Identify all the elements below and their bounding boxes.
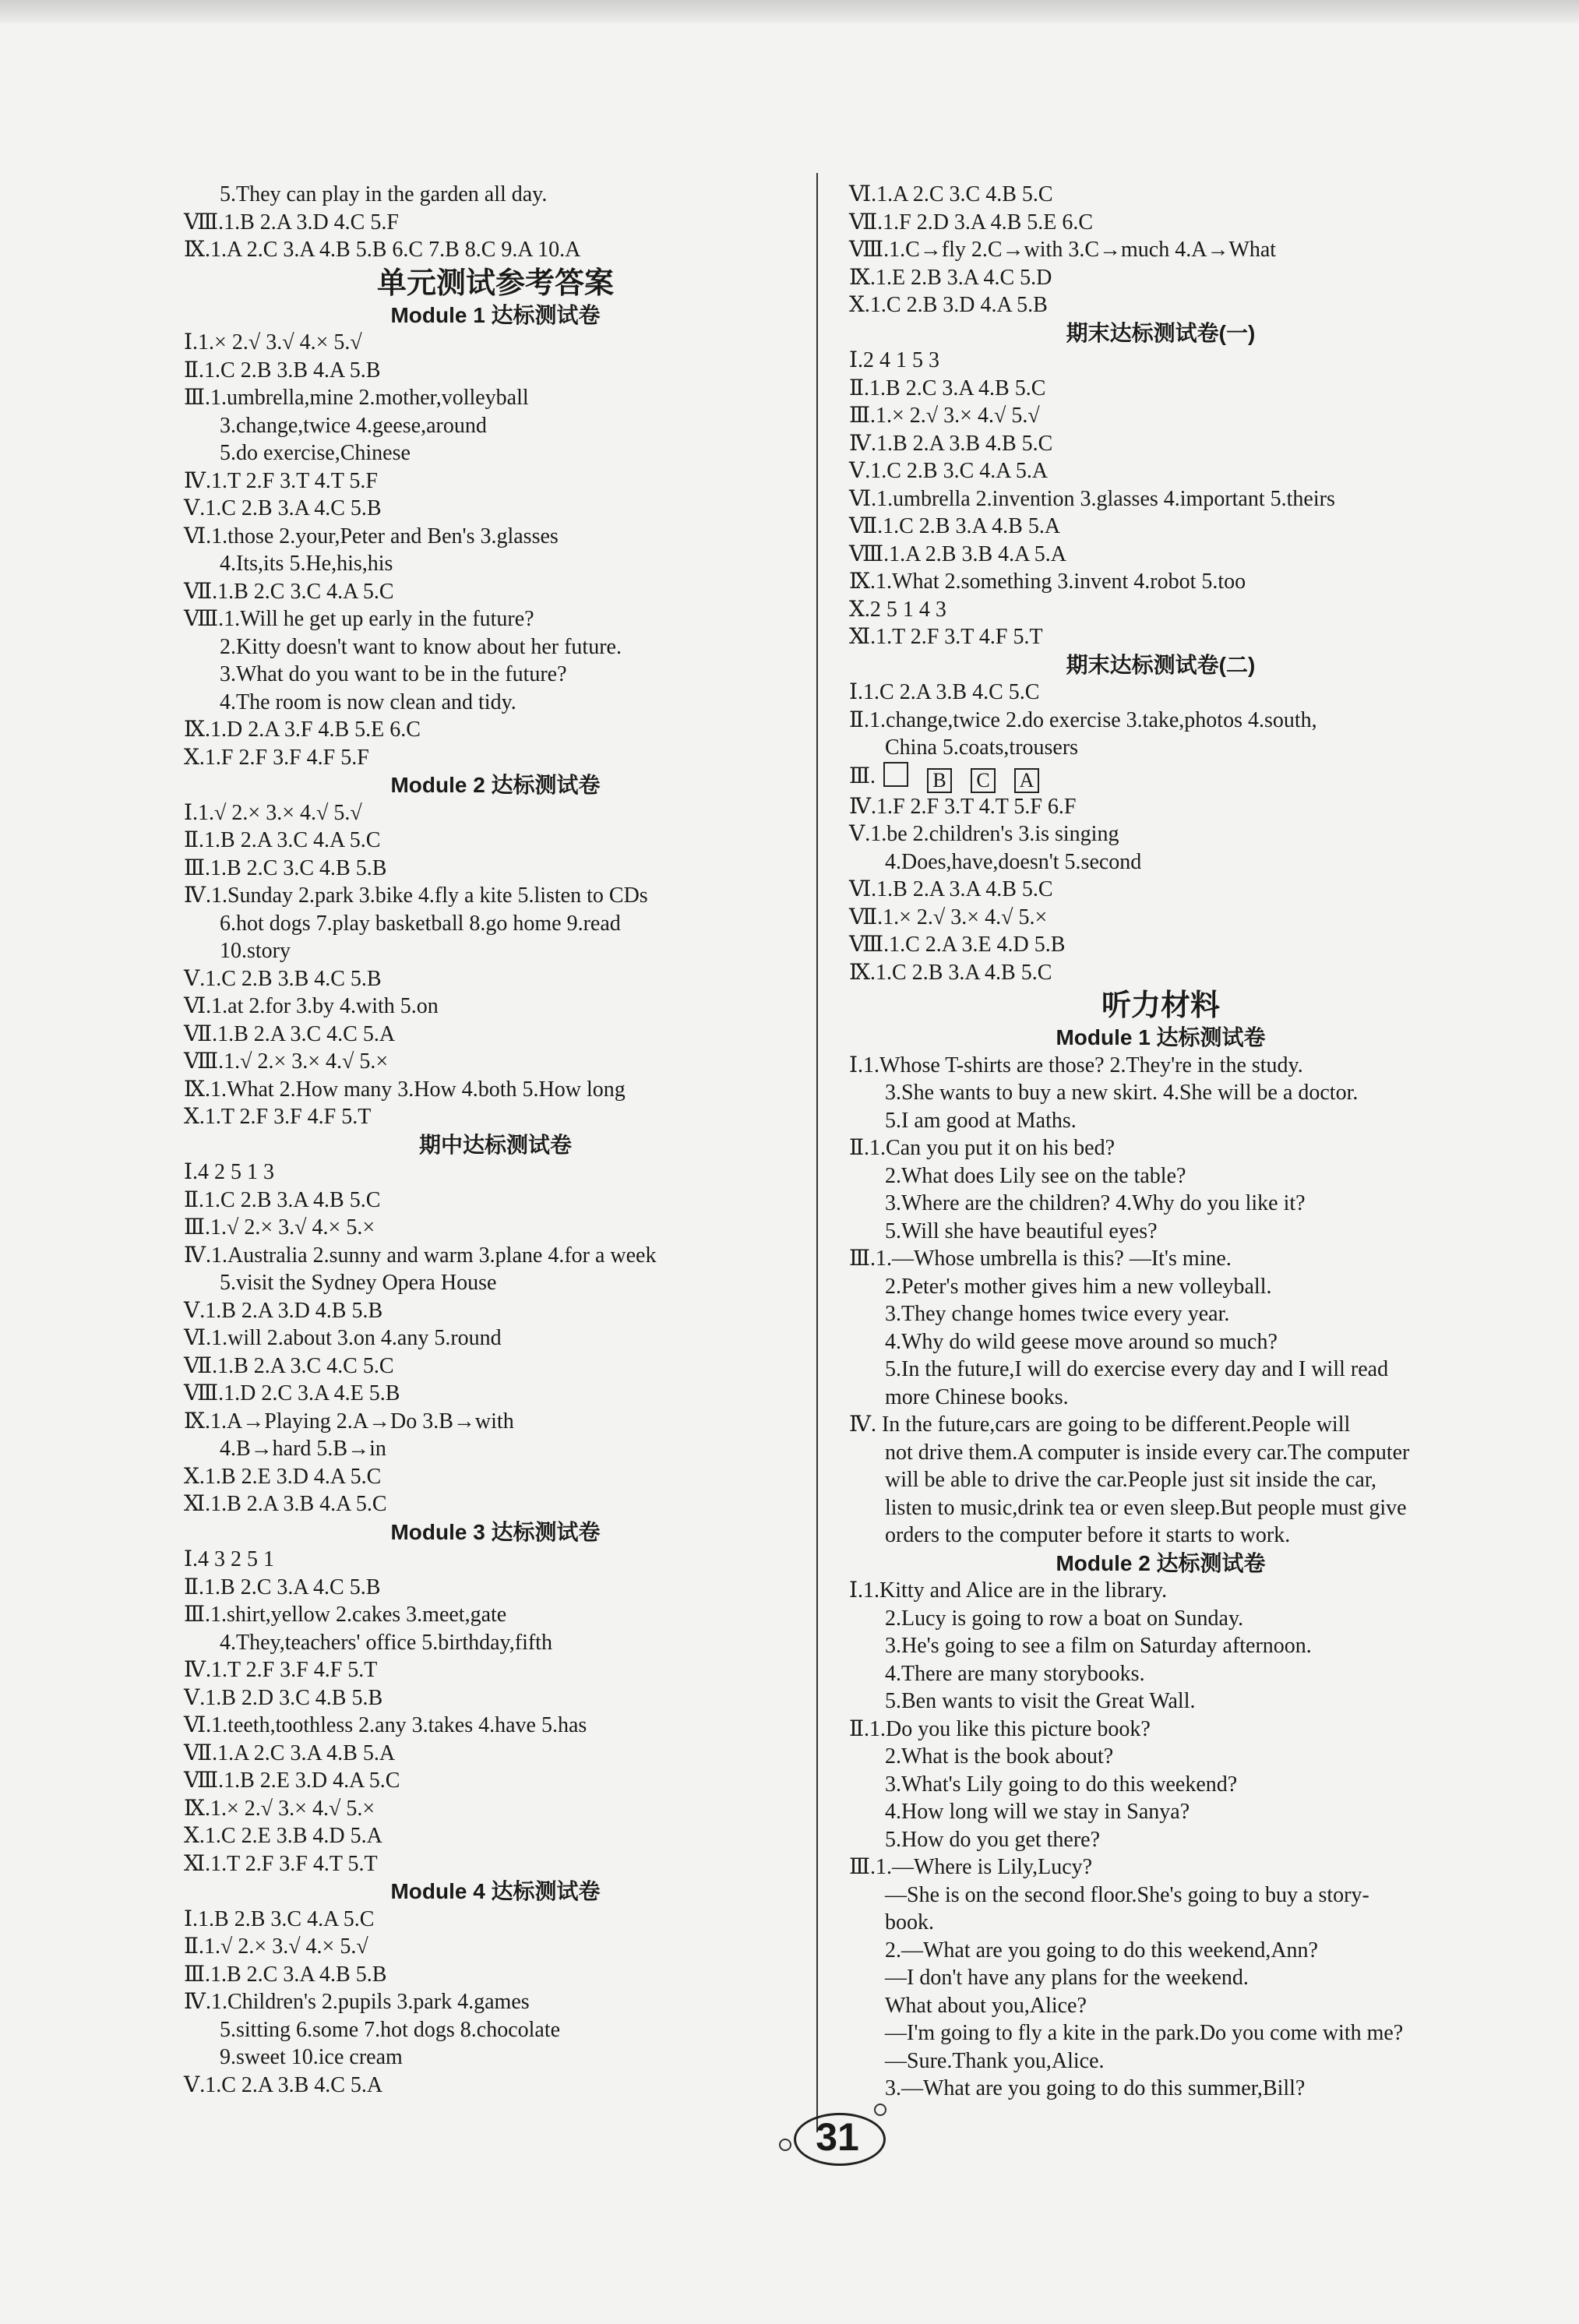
answer-line: Ⅰ.1.Whose T-shirts are those? 2.They're in the study. bbox=[849, 1053, 1303, 1077]
answer-line: 4.Its,its 5.He,his,his bbox=[220, 552, 393, 576]
answer-line: 3.What do you want to be in the future? bbox=[220, 662, 567, 686]
answer-line: 2.What does Lily see on the table? bbox=[885, 1163, 1186, 1188]
answer-line: 4.They,teachers' office 5.birthday,fifth bbox=[220, 1630, 552, 1655]
answer-line: Ⅶ.1.B 2.A 3.C 4.C 5.A bbox=[184, 1021, 396, 1046]
answer-line: Ⅲ.1.B 2.C 3.A 4.B 5.B bbox=[184, 1962, 387, 1987]
answer-line: Ⅵ.1.B 2.A 3.A 4.B 5.C bbox=[849, 877, 1053, 901]
answer-line: —She is on the second floor.She's going to buy a story- bbox=[885, 1882, 1369, 1907]
answer-line: Ⅲ.1.B 2.C 3.C 4.B 5.B bbox=[184, 855, 387, 880]
left-column bbox=[184, 181, 807, 2099]
decor-circle-left bbox=[779, 2139, 791, 2151]
answer-line: 5.Ben wants to visit the Great Wall. bbox=[885, 1689, 1196, 1713]
answer-line: Ⅰ.1.B 2.B 3.C 4.A 5.C bbox=[184, 1906, 375, 1931]
answer-line: Ⅳ.1.B 2.A 3.B 4.B 5.C bbox=[849, 431, 1053, 456]
answer-line: Ⅲ.1.√ 2.× 3.√ 4.× 5.× bbox=[184, 1215, 375, 1240]
answer-line: Ⅹ.1.B 2.E 3.D 4.A 5.C bbox=[184, 1464, 382, 1489]
answer-line: Ⅸ.1.What 2.something 3.invent 4.robot 5.too bbox=[849, 570, 1246, 594]
answer-line: —I don't have any plans for the weekend. bbox=[885, 1966, 1249, 1990]
answer-line: Ⅱ.1.change,twice 2.do exercise 3.take,photos 4.south, bbox=[849, 707, 1317, 732]
answer-line: listen to music,drink tea or even sleep.But people must give bbox=[885, 1495, 1407, 1520]
answer-line: Ⅷ.1.D 2.C 3.A 4.E 5.B bbox=[184, 1381, 400, 1405]
answer-line: 3.What's Lily going to do this weekend? bbox=[885, 1772, 1238, 1797]
answer-line: Ⅸ.1.C 2.B 3.A 4.B 5.C bbox=[849, 960, 1052, 985]
answer-line: Ⅴ.1.C 2.B 3.B 4.C 5.B bbox=[184, 966, 382, 991]
answer-line: Ⅲ.1.—Where is Lily,Lucy? bbox=[849, 1855, 1093, 1879]
answer-line: Ⅰ.1.C 2.A 3.B 4.C 5.C bbox=[849, 680, 1040, 704]
column-divider bbox=[816, 173, 818, 2132]
answer-line: 6.hot dogs 7.play basketball 8.go home 9.read bbox=[220, 911, 621, 936]
answer-line: Ⅶ.1.A 2.C 3.A 4.B 5.A bbox=[184, 1740, 396, 1765]
answer-line: Ⅳ.1.F 2.F 3.T 4.T 5.F 6.F bbox=[849, 794, 1077, 819]
answer-line: Ⅲ.1.umbrella,mine 2.mother,volleyball bbox=[184, 386, 529, 410]
answer-line: 3.—What are you going to do this summer,Bill? bbox=[885, 2076, 1306, 2100]
answer-line: Ⅳ.1.Children's 2.pupils 3.park 4.games bbox=[184, 1990, 530, 2014]
answer-line: Ⅴ.1.C 2.B 3.A 4.C 5.B bbox=[184, 496, 382, 520]
answer-box-row-label: Ⅲ. bbox=[849, 763, 876, 788]
answer-line: Ⅱ.1.B 2.C 3.A 4.C 5.B bbox=[184, 1575, 381, 1599]
answer-line: 2.Peter's mother gives him a new volleyball. bbox=[885, 1274, 1272, 1299]
answer-line: Ⅹ.1.F 2.F 3.F 4.F 5.F bbox=[184, 745, 369, 770]
answer-line: Ⅸ.1.A→Playing 2.A→Do 3.B→with bbox=[184, 1409, 514, 1434]
answer-line: Ⅲ.1.shirt,yellow 2.cakes 3.meet,gate bbox=[184, 1603, 507, 1627]
answer-line: 2.Lucy is going to row a boat on Sunday. bbox=[885, 1606, 1244, 1631]
answer-line: Ⅸ.1.What 2.How many 3.How 4.both 5.How long bbox=[184, 1077, 626, 1102]
answer-line: Ⅵ.1.teeth,toothless 2.any 3.takes 4.have 5.has bbox=[184, 1713, 587, 1737]
answer-line: Ⅷ.1.Will he get up early in the future? bbox=[184, 607, 534, 631]
answer-line: book. bbox=[885, 1910, 934, 1934]
section-heading: Module 2 达标测试卷 bbox=[390, 773, 601, 797]
answer-line: Ⅳ.1.Sunday 2.park 3.bike 4.fly a kite 5.listen to CDs bbox=[184, 883, 648, 908]
answer-line: 9.sweet 10.ice cream bbox=[220, 2045, 403, 2069]
answer-line: Ⅰ.2 4 1 5 3 bbox=[849, 348, 940, 372]
answer-line: 3.They change homes twice every year. bbox=[885, 1302, 1230, 1326]
answer-box: A bbox=[1014, 768, 1039, 793]
section-title: 听力材料 bbox=[1101, 988, 1220, 1022]
answer-line: 4.Why do wild geese move around so much? bbox=[885, 1329, 1278, 1354]
answer-line: Ⅴ.1.C 2.A 3.B 4.C 5.A bbox=[184, 2072, 383, 2097]
answer-line: Ⅵ.1.umbrella 2.invention 3.glasses 4.important 5.theirs bbox=[849, 486, 1335, 511]
answer-line: 5.do exercise,Chinese bbox=[220, 441, 411, 465]
answer-line: Ⅱ.1.Do you like this picture book? bbox=[849, 1716, 1151, 1741]
answer-line: Ⅸ.1.D 2.A 3.F 4.B 5.E 6.C bbox=[184, 718, 421, 742]
page-number-text: 31 bbox=[816, 2115, 859, 2159]
section-heading: 期中达标测试卷 bbox=[418, 1132, 572, 1157]
answer-line: Ⅴ.1.be 2.children's 3.is singing bbox=[849, 822, 1119, 846]
answer-line: 2.What is the book about? bbox=[885, 1744, 1114, 1769]
answer-line: Ⅷ.1.√ 2.× 3.× 4.√ 5.× bbox=[184, 1049, 389, 1074]
answer-line: Ⅰ.4 2 5 1 3 bbox=[184, 1160, 275, 1184]
answer-line: Ⅶ.1.B 2.A 3.C 4.C 5.C bbox=[184, 1353, 394, 1378]
answer-line: Ⅷ.1.B 2.E 3.D 4.A 5.C bbox=[184, 1769, 400, 1793]
answer-line: Ⅶ.1.× 2.√ 3.× 4.√ 5.× bbox=[849, 905, 1048, 929]
answer-line: Ⅸ.1.× 2.√ 3.× 4.√ 5.× bbox=[184, 1796, 375, 1821]
section-heading: 期末达标测试卷(二) bbox=[1066, 652, 1256, 677]
answer-line: not drive them.A computer is inside every car.The computer bbox=[885, 1440, 1410, 1465]
answer-line: Ⅲ.1.—Whose umbrella is this? —It's mine. bbox=[849, 1247, 1232, 1271]
answer-box bbox=[883, 762, 908, 787]
answer-line: China 5.coats,trousers bbox=[885, 735, 1079, 760]
answer-box: C bbox=[971, 768, 996, 793]
answer-line: 2.Kitty doesn't want to know about her future. bbox=[220, 634, 622, 659]
right-column bbox=[849, 181, 1472, 2103]
answer-line: Ⅵ.1.will 2.about 3.on 4.any 5.round bbox=[184, 1326, 502, 1350]
answer-line: Ⅰ.1.√ 2.× 3.× 4.√ 5.√ bbox=[184, 800, 362, 825]
answer-line: 3.change,twice 4.geese,around bbox=[220, 413, 487, 438]
answer-line: Ⅷ.1.A 2.B 3.B 4.A 5.A bbox=[849, 541, 1067, 566]
answer-line: 4.There are many storybooks. bbox=[885, 1661, 1145, 1686]
answer-line: 5.sitting 6.some 7.hot dogs 8.chocolate bbox=[220, 2017, 561, 2042]
answer-line: Ⅷ.1.C 2.A 3.E 4.D 5.B bbox=[849, 933, 1066, 957]
answer-line: Ⅶ.1.B 2.C 3.C 4.A 5.C bbox=[184, 579, 394, 604]
answer-line: 3.Where are the children? 4.Why do you like it? bbox=[885, 1191, 1306, 1215]
answer-line: Ⅳ.1.Australia 2.sunny and warm 3.plane 4.for a week bbox=[184, 1243, 657, 1268]
answer-line: Ⅸ.1.A 2.C 3.A 4.B 5.B 6.C 7.B 8.C 9.A 10.A bbox=[184, 238, 581, 262]
answer-line: Ⅹ.1.T 2.F 3.F 4.F 5.T bbox=[184, 1105, 372, 1129]
answer-line: Ⅰ.1.× 2.√ 3.√ 4.× 5.√ bbox=[184, 330, 362, 354]
answer-line: Ⅶ.1.C 2.B 3.A 4.B 5.A bbox=[849, 514, 1061, 538]
answer-line: Ⅳ.1.T 2.F 3.F 4.F 5.T bbox=[184, 1658, 378, 1682]
answer-line: Ⅵ.1.at 2.for 3.by 4.with 5.on bbox=[184, 994, 439, 1018]
answer-line: Ⅷ.1.C→fly 2.C→with 3.C→much 4.A→What bbox=[849, 238, 1277, 262]
answer-line: Ⅸ.1.E 2.B 3.A 4.C 5.D bbox=[849, 265, 1052, 290]
answer-line: Ⅶ.1.F 2.D 3.A 4.B 5.E 6.C bbox=[849, 210, 1094, 235]
answer-line: Ⅱ.1.B 2.A 3.C 4.A 5.C bbox=[184, 828, 381, 852]
answer-line: 3.He's going to see a film on Saturday afternoon. bbox=[885, 1634, 1312, 1658]
answer-line: Ⅷ.1.B 2.A 3.D 4.C 5.F bbox=[184, 210, 399, 235]
answer-line: What about you,Alice? bbox=[885, 1993, 1087, 2018]
answer-line: Ⅺ.1.T 2.F 3.F 4.T 5.T bbox=[184, 1851, 378, 1876]
answer-line: Ⅳ.1.T 2.F 3.T 4.T 5.F bbox=[184, 468, 378, 493]
scan-top-band bbox=[0, 0, 1579, 23]
answer-line: 4.The room is now clean and tidy. bbox=[220, 689, 516, 714]
section-heading: Module 1 达标测试卷 bbox=[1056, 1025, 1266, 1049]
answer-line: —Sure.Thank you,Alice. bbox=[885, 2048, 1105, 2073]
answer-line: 4.How long will we stay in Sanya? bbox=[885, 1800, 1190, 1824]
answer-line: orders to the computer before it starts to work. bbox=[885, 1523, 1291, 1547]
answer-line: Ⅱ.1.C 2.B 3.B 4.A 5.B bbox=[184, 358, 381, 383]
section-heading: Module 1 达标测试卷 bbox=[390, 302, 601, 327]
answer-line: 4.Does,have,doesn't 5.second bbox=[885, 849, 1142, 874]
answer-line: 5.They can play in the garden all day. bbox=[220, 182, 548, 206]
answer-line: 5.In the future,I will do exercise every day and I will read bbox=[885, 1357, 1389, 1381]
answer-line: Ⅰ.1.Kitty and Alice are in the library. bbox=[849, 1578, 1168, 1603]
answer-line: 5.visit the Sydney Opera House bbox=[220, 1271, 497, 1295]
answer-line: 10.story bbox=[220, 939, 291, 963]
answer-line: 5.How do you get there? bbox=[885, 1827, 1101, 1852]
answer-line: Ⅹ.1.C 2.E 3.B 4.D 5.A bbox=[184, 1824, 382, 1848]
answer-line: Ⅹ.2 5 1 4 3 bbox=[849, 597, 946, 622]
answer-line: Ⅲ.1.× 2.√ 3.× 4.√ 5.√ bbox=[849, 404, 1040, 428]
answer-line: Ⅴ.1.B 2.D 3.C 4.B 5.B bbox=[184, 1685, 383, 1710]
answer-line: 3.She wants to buy a new skirt. 4.She will be a doctor. bbox=[885, 1081, 1359, 1105]
section-heading: Module 4 达标测试卷 bbox=[390, 1879, 601, 1903]
answer-line: will be able to drive the car.People just sit inside the car, bbox=[885, 1468, 1377, 1492]
answer-line: Ⅱ.1.√ 2.× 3.√ 4.× 5.√ bbox=[184, 1934, 368, 1959]
section-heading: 期末达标测试卷(一) bbox=[1066, 320, 1256, 345]
answer-line: more Chinese books. bbox=[885, 1384, 1069, 1409]
answer-box-row bbox=[849, 762, 1472, 793]
answer-line: Ⅰ.4 3 2 5 1 bbox=[184, 1547, 275, 1571]
answer-box: B bbox=[927, 768, 952, 793]
answer-line: Ⅱ.1.B 2.C 3.A 4.B 5.C bbox=[849, 376, 1046, 400]
answer-line: Ⅱ.1.C 2.B 3.A 4.B 5.C bbox=[184, 1187, 381, 1212]
answer-line: Ⅵ.1.those 2.your,Peter and Ben's 3.glasses bbox=[184, 524, 559, 548]
decor-circle-right bbox=[874, 2104, 886, 2116]
section-title: 单元测试参考答案 bbox=[376, 265, 614, 300]
answer-line: 4.B→hard 5.B→in bbox=[220, 1437, 386, 1461]
answer-line: 5.I am good at Maths. bbox=[885, 1108, 1077, 1133]
section-heading: Module 2 达标测试卷 bbox=[1056, 1550, 1266, 1575]
answer-line: Ⅺ.1.T 2.F 3.T 4.F 5.T bbox=[849, 625, 1043, 649]
answer-line: 2.—What are you going to do this weekend,Ann? bbox=[885, 1938, 1318, 1963]
answer-line: Ⅴ.1.C 2.B 3.C 4.A 5.A bbox=[849, 459, 1049, 483]
answer-line: Ⅱ.1.Can you put it on his bed? bbox=[849, 1136, 1116, 1160]
answer-line: Ⅹ.1.C 2.B 3.D 4.A 5.B bbox=[849, 293, 1048, 317]
section-heading: Module 3 达标测试卷 bbox=[390, 1519, 601, 1544]
answer-line: 5.Will she have beautiful eyes? bbox=[885, 1218, 1158, 1243]
answer-line: Ⅴ.1.B 2.A 3.D 4.B 5.B bbox=[184, 1298, 383, 1323]
answer-line: Ⅵ.1.A 2.C 3.C 4.B 5.C bbox=[849, 182, 1053, 206]
page-number bbox=[791, 2113, 884, 2161]
answer-line: Ⅳ. In the future,cars are going to be different.People will bbox=[849, 1412, 1351, 1437]
answer-line: Ⅺ.1.B 2.A 3.B 4.A 5.C bbox=[184, 1492, 387, 1516]
answer-line: —I'm going to fly a kite in the park.Do you come with me? bbox=[885, 2021, 1404, 2045]
